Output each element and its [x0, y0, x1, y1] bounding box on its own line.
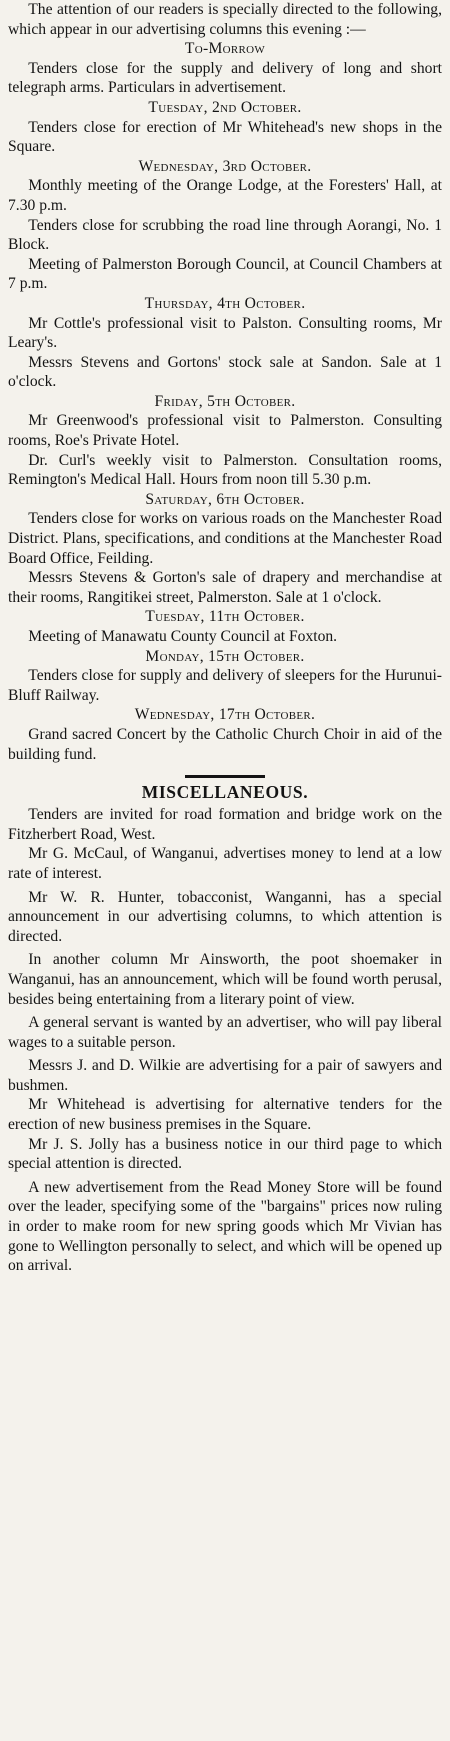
- day-heading: Tuesday, 11th October.: [145, 608, 305, 626]
- column-body: [8, 0, 442, 1276]
- misc-item: Mr J. S. Jolly has a business notice in our third page to which special attention is directed.: [8, 1135, 442, 1173]
- notice-item: Mr Greenwood's professional visit to Palmerston. Consulting rooms, Roe's Private Hotel.: [8, 412, 442, 450]
- day-heading: Monday, 15th October.: [145, 647, 305, 665]
- notice-item: Tenders close for works on various roads on the Manchester Road District. Plans, specifications, and conditions at the Manchester Road Board Office, Feilding.: [8, 510, 442, 567]
- misc-item: Messrs J. and D. Wilkie are advertising for a pair of sawyers and bushmen.: [8, 1057, 442, 1094]
- misc-item: Mr G. McCaul, of Wanganui, advertises money to lend at a low rate of interest.: [8, 845, 442, 882]
- notice-item: Messrs Stevens and Gortons' stock sale at Sandon. Sale at 1 o'clock.: [8, 353, 442, 391]
- notice-item: Grand sacred Concert by the Catholic Church Choir in aid of the building fund.: [8, 725, 442, 763]
- schedule-day: [8, 705, 442, 764]
- notice-item: Tenders close for erection of Mr Whitehead's new shops in the Square.: [8, 118, 442, 156]
- schedule-day: [8, 294, 442, 392]
- misc-item: A general servant is wanted by an advertiser, who will pay liberal wages to a suitable person.: [8, 1014, 442, 1051]
- notice-item: Mr Cottle's professional visit to Palston. Consulting rooms, Mr Leary's.: [8, 314, 442, 352]
- schedule-section: [8, 39, 442, 764]
- miscellaneous-section: [8, 805, 442, 1276]
- schedule-day: [8, 647, 442, 706]
- day-heading: Thursday, 4th October.: [144, 294, 306, 312]
- notice-item: Tenders close for supply and delivery of sleepers for the Hurunui-Bluff Railway.: [8, 667, 442, 704]
- schedule-day: [8, 490, 442, 608]
- notice-item: Tenders close for scrubbing the road line through Aorangi, No. 1 Block.: [8, 216, 442, 254]
- notice-item: Dr. Curl's weekly visit to Palmerston. Consultation rooms, Remington's Medical Hall. Hours from noon till 5.30 p.m.: [8, 451, 442, 489]
- notice-item: Tenders close for the supply and delivery of long and short telegraph arms. Particulars in advertisement.: [8, 59, 442, 97]
- day-heading: Friday, 5th October.: [154, 392, 296, 410]
- notice-item: Meeting of Manawatu County Council at Foxton.: [28, 628, 338, 645]
- schedule-day: [8, 98, 442, 157]
- notice-item: Messrs Stevens & Gorton's sale of drapery and merchandise at their rooms, Rangitikei street, Palmerston. Sale at 1 o'clock.: [8, 569, 442, 606]
- day-heading: Saturday, 6th October.: [145, 490, 305, 508]
- intro-paragraph: The attention of our readers is specially directed to the following, which appear in our advertising columns this evening :—: [8, 1, 442, 38]
- day-heading: Wednesday, 3rd October.: [138, 157, 312, 175]
- notice-item: Monthly meeting of the Orange Lodge, at the Foresters' Hall, at 7.30 p.m.: [8, 177, 442, 214]
- misc-item: Mr Whitehead is advertising for alternative tenders for the erection of new business premises in the Square.: [8, 1096, 442, 1134]
- day-heading: To-Morrow: [184, 40, 266, 58]
- schedule-day: [8, 607, 442, 646]
- section-divider: [8, 768, 442, 782]
- schedule-day: [8, 157, 442, 294]
- misc-item: In another column Mr Ainsworth, the poot shoemaker in Wanganui, has an announcement, which will be found worth perusal, besides being entertaining from a literary point of view.: [8, 951, 442, 1008]
- day-heading: Wednesday, 17th October.: [134, 706, 316, 724]
- misc-item: Tenders are invited for road formation and bridge work on the Fitzherbert Road, West.: [8, 806, 442, 843]
- misc-item: Mr W. R. Hunter, tobacconist, Wanganni, has a special announcement in our advertising columns, to which attention is directed.: [8, 888, 442, 945]
- notice-item: Meeting of Palmerston Borough Council, at Council Chambers at 7 p.m.: [8, 255, 442, 293]
- misc-item: A new advertisement from the Read Money Store will be found over the leader, specifying some of the "bargains" prices now ruling in order to make room for new spring goods which Mr Vivian has gone to Wellington personally to select, and which will be opened up on arrival.: [8, 1178, 442, 1275]
- day-heading: Tuesday, 2nd October.: [148, 98, 302, 116]
- miscellaneous-heading: MISCELLANEOUS.: [141, 782, 309, 803]
- schedule-day: [8, 392, 442, 490]
- schedule-day: [8, 39, 442, 98]
